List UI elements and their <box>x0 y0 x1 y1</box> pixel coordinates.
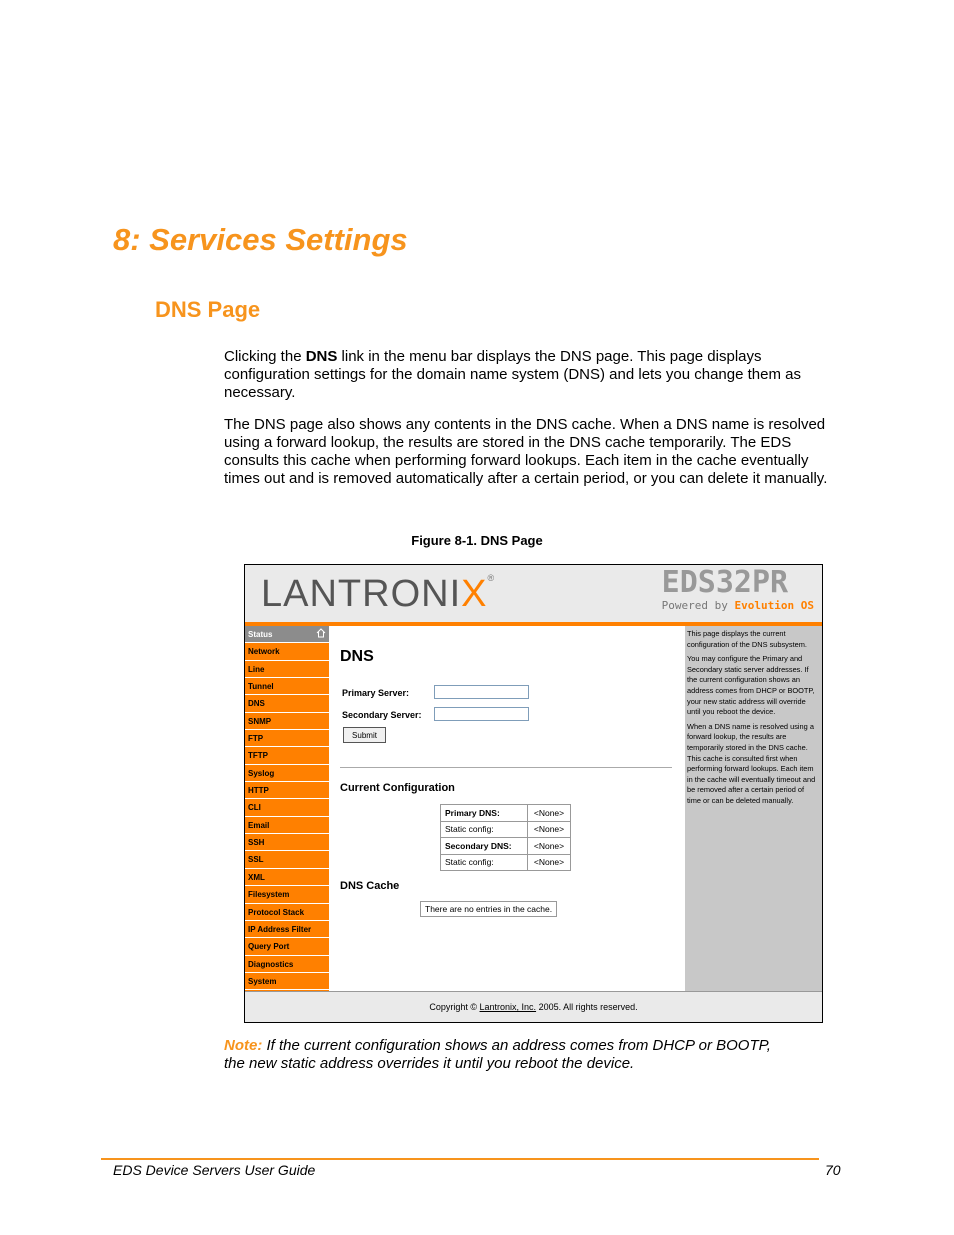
menu-item-line[interactable]: Line <box>245 661 329 678</box>
menu-item-system[interactable]: System <box>245 973 329 990</box>
powered-by <box>662 599 814 612</box>
menu-item-status[interactable] <box>245 626 329 643</box>
note-label: Note: <box>224 1037 263 1054</box>
dns-page-screenshot <box>244 564 823 1023</box>
menu-item-filesystem[interactable]: Filesystem <box>245 886 329 903</box>
menu-item-query-port[interactable]: Query Port <box>245 938 329 955</box>
note <box>224 1037 784 1073</box>
page-number: 70 <box>825 1162 841 1178</box>
product-name: EDS32PR <box>661 565 789 600</box>
cache-paragraph: The DNS page also shows any contents in the DNS cache. When a DNS name is resolved using a forward lookup, the results are stored in the DNS cache temporarily. The EDS consults this cache when performing forward lookups. Each item in the cache eventually times out and is removed automatically after a certain period, or you can delete it manually. <box>224 416 828 487</box>
help-sidebar <box>685 626 822 991</box>
menu-item-tunnel[interactable]: Tunnel <box>245 678 329 695</box>
divider <box>340 767 672 768</box>
chapter-title: 8: Services Settings <box>113 222 408 257</box>
powered-by-label: Powered by <box>661 599 735 612</box>
logo-registered: ® <box>487 573 496 583</box>
menu-item-protocol-stack[interactable]: Protocol Stack <box>245 904 329 921</box>
para1-bold-dns: DNS <box>305 348 338 365</box>
config-value: <None> <box>528 805 571 822</box>
menu-item-diagnostics[interactable]: Diagnostics <box>245 956 329 973</box>
dns-cache-heading: DNS Cache <box>340 880 400 892</box>
lantronix-logo <box>261 573 495 616</box>
config-value: <None> <box>528 838 571 855</box>
config-key: Static config: <box>441 854 528 871</box>
copyright-after: 2005. All rights reserved. <box>536 1002 638 1012</box>
para1-before: Clicking the <box>224 348 306 365</box>
dns-page-heading: DNS <box>340 648 374 665</box>
table-row <box>441 838 571 855</box>
dns-cache-empty-message: There are no entries in the cache. <box>420 901 557 917</box>
footer-rule <box>101 1158 819 1160</box>
menu-item-tftp[interactable]: TFTP <box>245 747 329 764</box>
config-key: Secondary DNS: <box>441 838 528 855</box>
logo-text: LANTRONI <box>261 573 462 615</box>
submit-button[interactable]: Submit <box>343 727 386 743</box>
current-configuration-table <box>440 804 571 871</box>
figure-caption: Figure 8-1. DNS Page <box>411 533 543 548</box>
config-value: <None> <box>528 854 571 871</box>
lantronix-link[interactable]: Lantronix, Inc. <box>479 1002 537 1012</box>
menu-item-ssh[interactable]: SSH <box>245 834 329 851</box>
screenshot-footer <box>245 991 822 1022</box>
menu-item-dns[interactable]: DNS <box>245 695 329 712</box>
menu-item-label: Status <box>248 630 273 639</box>
table-row <box>441 805 571 822</box>
menu-item-syslog[interactable]: Syslog <box>245 765 329 782</box>
product-branding <box>662 567 814 612</box>
dns-form-panel <box>330 626 685 991</box>
menu-item-email[interactable]: Email <box>245 817 329 834</box>
help-paragraph: This page displays the current configuration of the DNS subsystem. <box>687 629 807 649</box>
para1-after: link in the menu bar displays the DNS page. This page displays configuration settings for the domain name system (DNS) and lets you change them as necessary. <box>224 348 801 401</box>
footer-guide-title: EDS Device Servers User Guide <box>113 1162 316 1178</box>
menu-item-ssl[interactable]: SSL <box>245 851 329 868</box>
config-key: Static config: <box>441 821 528 838</box>
menu-item-ftp[interactable]: FTP <box>245 730 329 747</box>
intro-paragraph <box>224 348 834 402</box>
menu-item-network[interactable]: Network <box>245 643 329 660</box>
home-icon[interactable] <box>316 628 326 638</box>
menu-item-cli[interactable]: CLI <box>245 799 329 816</box>
primary-server-label: Primary Server: <box>342 688 410 698</box>
secondary-server-label: Secondary Server: <box>342 710 422 720</box>
section-title: DNS Page <box>155 297 261 322</box>
menu-item-snmp[interactable]: SNMP <box>245 713 329 730</box>
config-key: Primary DNS: <box>441 805 528 822</box>
config-value: <None> <box>528 821 571 838</box>
note-text: If the current configuration shows an address comes from DHCP or BOOTP, the new static address overrides it until you reboot the device. <box>224 1037 771 1072</box>
evolution-os: Evolution OS <box>734 599 814 612</box>
help-paragraph: When a DNS name is resolved using a forward lookup, the results are temporarily stored in the DNS cache. This cache is consulted first when performing forward lookups. Each item in the cache will eventually timeout and be removed after a certain period of time or can be deleted manually. <box>687 721 816 805</box>
screenshot-header <box>245 565 822 626</box>
logo-x: X <box>461 573 488 615</box>
menu-item-http[interactable]: HTTP <box>245 782 329 799</box>
menu-item-xml[interactable]: XML <box>245 869 329 886</box>
screenshot-menu <box>245 626 329 991</box>
help-paragraph: You may configure the Primary and Secondary static server addresses. If the current configuration shows an address comes from DHCP or BOOTP, your new static address will override until you reboot the device. <box>687 654 815 717</box>
table-row <box>441 854 571 871</box>
secondary-server-input[interactable] <box>434 707 529 721</box>
current-configuration-heading: Current Configuration <box>340 782 455 794</box>
table-row <box>441 821 571 838</box>
copyright-before: Copyright © <box>429 1002 480 1012</box>
menu-item-ip-address-filter[interactable]: IP Address Filter <box>245 921 329 938</box>
primary-server-input[interactable] <box>434 685 529 699</box>
